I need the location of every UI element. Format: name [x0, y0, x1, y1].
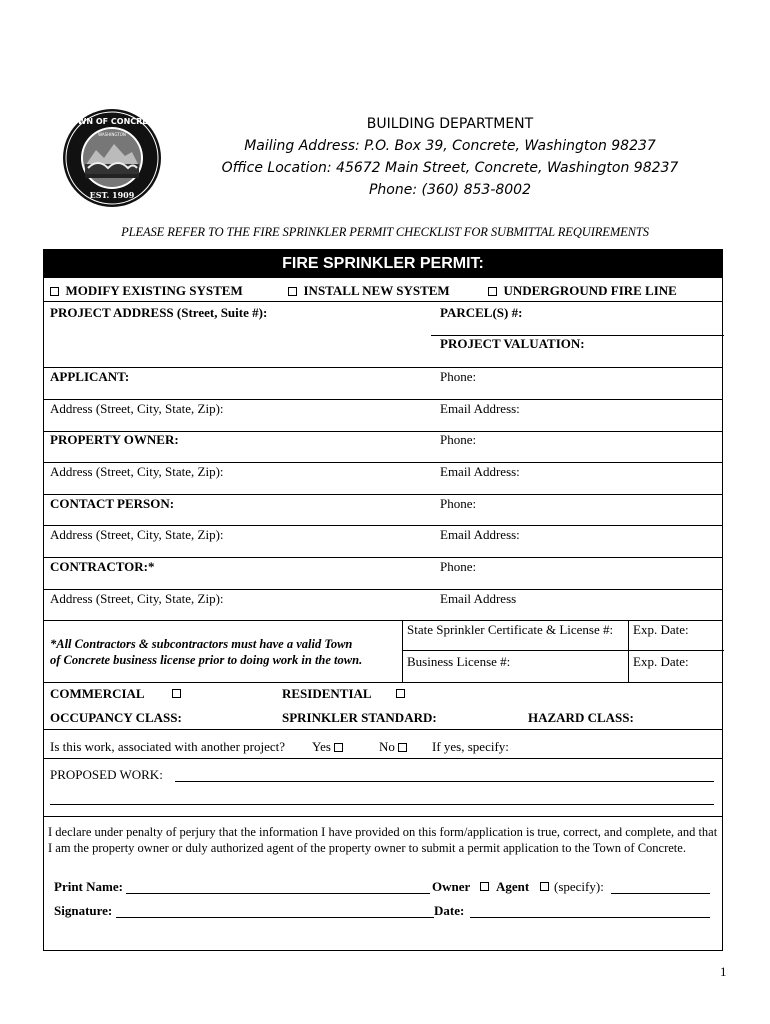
- checkbox-icon[interactable]: [488, 287, 497, 296]
- agent-checkbox-label: Agent: [496, 879, 530, 894]
- project-valuation-label[interactable]: PROJECT VALUATION:: [440, 336, 585, 351]
- mailing-address: Mailing Address: P.O. Box 39, Concrete, Washington 98237: [244, 138, 656, 154]
- project-address-label[interactable]: PROJECT ADDRESS (Street, Suite #):: [50, 305, 268, 320]
- divider: [44, 589, 722, 590]
- specify-label: (specify):: [554, 879, 604, 894]
- divider: [44, 682, 722, 683]
- department-title: BUILDING DEPARTMENT: [366, 116, 534, 132]
- divider: [628, 620, 629, 682]
- form-title: FIRE SPRINKLER PERMIT:: [44, 250, 722, 278]
- divider: [44, 301, 722, 302]
- divider: [44, 367, 722, 368]
- residential-option[interactable]: RESIDENTIAL: [282, 686, 372, 701]
- yes-option[interactable]: Yes: [312, 739, 343, 755]
- checkbox-icon[interactable]: [288, 287, 297, 296]
- svg-text:EST. 1909: EST. 1909: [89, 190, 135, 200]
- proposed-work-line[interactable]: [50, 804, 714, 805]
- if-yes-specify-label[interactable]: If yes, specify:: [432, 739, 509, 754]
- signature-line[interactable]: [116, 903, 434, 918]
- divider: [44, 620, 722, 621]
- divider: [44, 399, 722, 400]
- checkbox-icon[interactable]: [398, 743, 407, 752]
- property-owner-label[interactable]: PROPERTY OWNER:: [50, 432, 179, 447]
- divider: [44, 557, 722, 558]
- owner-checkbox-label: Owner: [432, 879, 471, 894]
- svg-text:TOWN OF CONCRETE: TOWN OF CONCRETE: [65, 117, 159, 126]
- page-number: 1: [720, 964, 727, 979]
- contractor-label[interactable]: CONTRACTOR:*: [50, 559, 155, 574]
- divider: [44, 494, 722, 495]
- sprinkler-standard-label[interactable]: SPRINKLER STANDARD:: [282, 710, 437, 725]
- specify-line[interactable]: [611, 879, 710, 894]
- applicant-label[interactable]: APPLICANT:: [50, 369, 130, 384]
- checkbox-icon[interactable]: [334, 743, 343, 752]
- contact-phone-label[interactable]: Phone:: [440, 496, 477, 511]
- applicant-phone-label[interactable]: Phone:: [440, 369, 477, 384]
- owner-address-label[interactable]: Address (Street, City, State, Zip):: [50, 464, 224, 479]
- commercial-checkbox-icon[interactable]: [172, 689, 181, 698]
- owner-phone-label[interactable]: Phone:: [440, 432, 477, 447]
- divider: [44, 525, 722, 526]
- contractor-phone-label[interactable]: Phone:: [440, 559, 477, 574]
- divider: [44, 462, 722, 463]
- associated-project-question: Is this work, associated with another project?: [50, 739, 286, 754]
- agent-checkbox-icon[interactable]: [540, 882, 549, 891]
- town-seal-logo: [62, 108, 162, 208]
- residential-checkbox-icon[interactable]: [396, 689, 405, 698]
- divider: [402, 620, 403, 682]
- applicant-address-label[interactable]: Address (Street, City, State, Zip):: [50, 401, 224, 416]
- declaration-text: I declare under penalty of perjury that the information I have provided on this form/application is true, correct, and complete, and that I am the property owner or duly authorized agent of the property owner to submit a permit application to the Town of Concrete.: [48, 825, 718, 855]
- business-license-exp-label[interactable]: Exp. Date:: [633, 654, 689, 669]
- contractor-email-label[interactable]: Email Address: [440, 591, 517, 606]
- divider: [44, 816, 722, 817]
- checkbox-icon[interactable]: [50, 287, 59, 296]
- state-license-exp-label[interactable]: Exp. Date:: [633, 622, 689, 637]
- divider: [44, 729, 722, 730]
- no-option[interactable]: No: [379, 739, 407, 755]
- department-phone: Phone: (360) 853-8002: [368, 182, 532, 198]
- contractor-address-label[interactable]: Address (Street, City, State, Zip):: [50, 591, 224, 606]
- contractor-license-note: *All Contractors & subcontractors must have a valid Town of Concrete business license prior to doing work in the town.: [50, 637, 363, 667]
- divider: [44, 758, 722, 759]
- contact-address-label[interactable]: Address (Street, City, State, Zip):: [50, 527, 224, 542]
- divider: [402, 650, 724, 651]
- owner-email-label[interactable]: Email Address:: [440, 464, 520, 479]
- office-location: Office Location: 45672 Main Street, Concrete, Washington 98237: [221, 160, 679, 176]
- signature-label: Signature:: [54, 903, 113, 918]
- permit-form: [43, 249, 723, 951]
- print-name-label: Print Name:: [54, 879, 123, 894]
- hazard-class-label[interactable]: HAZARD CLASS:: [528, 710, 634, 725]
- proposed-work-label: PROPOSED WORK:: [50, 767, 163, 782]
- commercial-option[interactable]: COMMERCIAL: [50, 686, 145, 701]
- business-license-label[interactable]: Business License #:: [407, 654, 511, 669]
- date-label: Date:: [434, 903, 465, 918]
- applicant-email-label[interactable]: Email Address:: [440, 401, 520, 416]
- parcel-label[interactable]: PARCEL(S) #:: [440, 305, 523, 320]
- state-license-label[interactable]: State Sprinkler Certificate & License #:: [407, 622, 614, 637]
- option-underground[interactable]: UNDERGROUND FIRE LINE: [488, 283, 677, 299]
- print-name-line[interactable]: [126, 879, 430, 894]
- occupancy-class-label[interactable]: OCCUPANCY CLASS:: [50, 710, 182, 725]
- proposed-work-line[interactable]: [175, 781, 714, 782]
- date-line[interactable]: [470, 903, 710, 918]
- checklist-notice: PLEASE REFER TO THE FIRE SPRINKLER PERMIT CHECKLIST FOR SUBMITTAL REQUIREMENTS: [121, 225, 649, 239]
- svg-text:WASHINGTON: WASHINGTON: [98, 132, 126, 137]
- owner-checkbox-icon[interactable]: [480, 882, 489, 891]
- contact-person-label[interactable]: CONTACT PERSON:: [50, 496, 175, 511]
- option-install-new[interactable]: INSTALL NEW SYSTEM: [288, 283, 450, 299]
- option-modify-existing[interactable]: MODIFY EXISTING SYSTEM: [50, 283, 243, 299]
- contact-email-label[interactable]: Email Address:: [440, 527, 520, 542]
